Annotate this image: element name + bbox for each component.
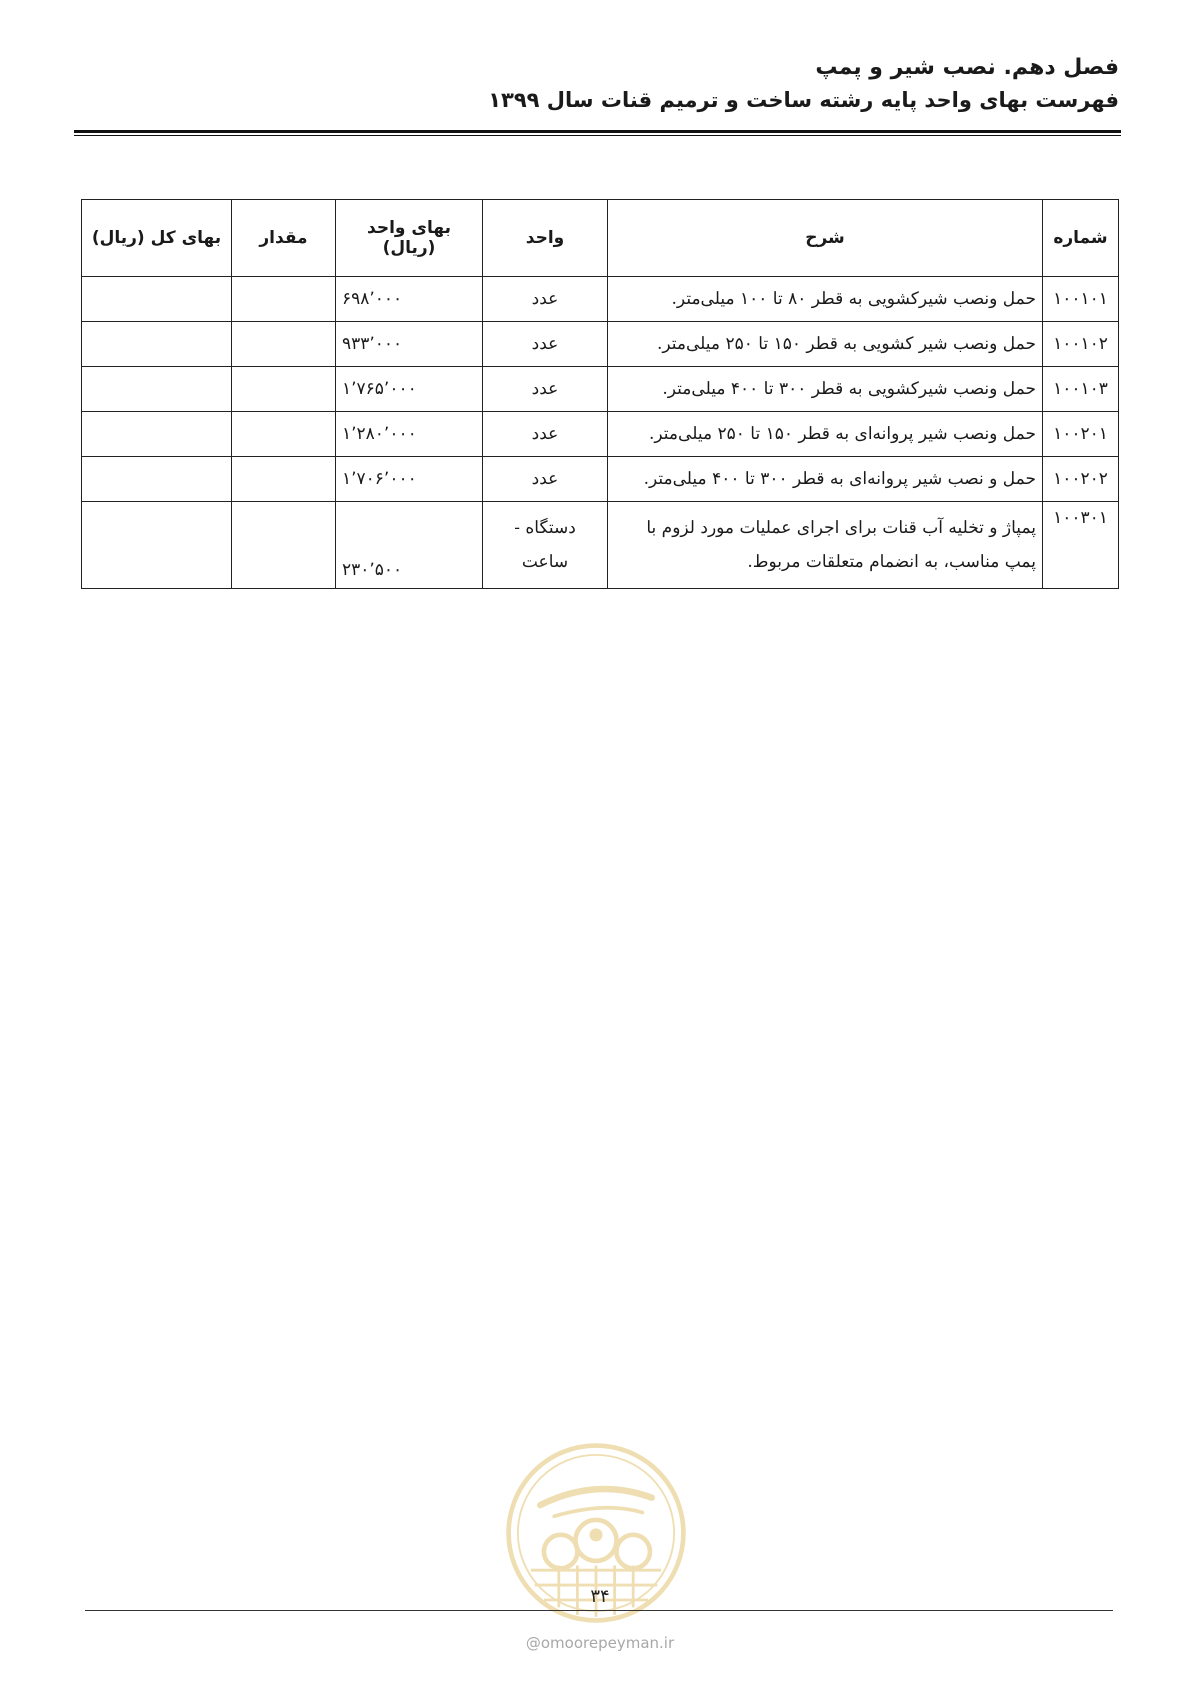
row-quantity [232,277,336,322]
row-total [82,367,232,412]
row-total [82,412,232,457]
row-unit-price: ۶۹۸٬۰۰۰ [336,277,483,322]
row-total [82,502,232,589]
row-unit-price: ۱٬۲۸۰٬۰۰۰ [336,412,483,457]
row-total [82,322,232,367]
row-description: حمل و نصب شیر پروانه‌ای به قطر ۳۰۰ تا ۴۰۰ میلی‌متر. [608,457,1043,502]
row-number: ۱۰۰۲۰۱ [1043,412,1119,457]
row-quantity [232,502,336,589]
table-row [82,412,1119,457]
watermark-handle: @omoorepeyman.ir [525,1634,675,1652]
row-description: حمل ونصب شیرکشویی به قطر ۸۰ تا ۱۰۰ میلی‌متر. [608,277,1043,322]
row-description: حمل ونصب شیر کشویی به قطر ۱۵۰ تا ۲۵۰ میلی‌متر. [608,322,1043,367]
header-description: شرح [608,200,1043,277]
row-quantity [232,412,336,457]
row-number: ۱۰۰۱۰۱ [1043,277,1119,322]
row-total [82,277,232,322]
table-row [82,367,1119,412]
row-unit-price: ۱٬۷۶۵٬۰۰۰ [336,367,483,412]
header-number: شماره [1043,200,1119,277]
row-total [82,457,232,502]
page-header [72,52,1119,116]
table-row [82,277,1119,322]
row-number: ۱۰۰۱۰۲ [1043,322,1119,367]
row-unit: دستگاه - ساعت [483,502,608,589]
header-rule-thin [74,135,1121,136]
header-unit-price-currency: (ریال) [382,238,436,258]
row-quantity [232,457,336,502]
header-rule-thick [74,130,1121,133]
row-unit: عدد [483,277,608,322]
table-row [82,322,1119,367]
row-description: حمل ونصب شیرکشویی به قطر ۳۰۰ تا ۴۰۰ میلی‌متر. [608,367,1043,412]
row-number: ۱۰۰۳۰۱ [1043,502,1119,589]
header-unit-price-label: بهای واحد [367,218,451,238]
header-unit: واحد [483,200,608,277]
row-quantity [232,367,336,412]
row-unit: عدد [483,412,608,457]
row-number: ۱۰۰۲۰۲ [1043,457,1119,502]
row-unit: عدد [483,367,608,412]
page-number: ۳۴ [590,1586,610,1607]
row-unit-price: ۲۳۰٬۵۰۰ [336,502,483,589]
row-description: حمل ونصب شیر پروانه‌ای به قطر ۱۵۰ تا ۲۵۰ میلی‌متر. [608,412,1043,457]
price-table [81,199,1119,589]
row-unit-price: ۹۳۳٬۰۰۰ [336,322,483,367]
header-unit-price [336,200,483,277]
chapter-title: فصل دهم. نصب شیر و پمپ [815,55,1119,80]
row-description: پمپاژ و تخلیه آب قنات برای اجرای عملیات مورد لزوم با پمپ مناسب، به انضمام متعلقات مربوط. [608,502,1043,589]
table-row [82,457,1119,502]
footer-rule [85,1610,1113,1611]
table-header-row [82,200,1119,277]
row-quantity [232,322,336,367]
header-quantity: مقدار [232,200,336,277]
header-total-price: بهای کل (ریال) [82,200,232,277]
row-unit: عدد [483,322,608,367]
row-number: ۱۰۰۱۰۳ [1043,367,1119,412]
document-subtitle: فهرست بهای واحد پایه رشته ساخت و ترمیم قنات سال ۱۳۹۹ [488,88,1119,112]
table-row [82,502,1119,589]
row-unit-price: ۱٬۷۰۶٬۰۰۰ [336,457,483,502]
row-unit: عدد [483,457,608,502]
